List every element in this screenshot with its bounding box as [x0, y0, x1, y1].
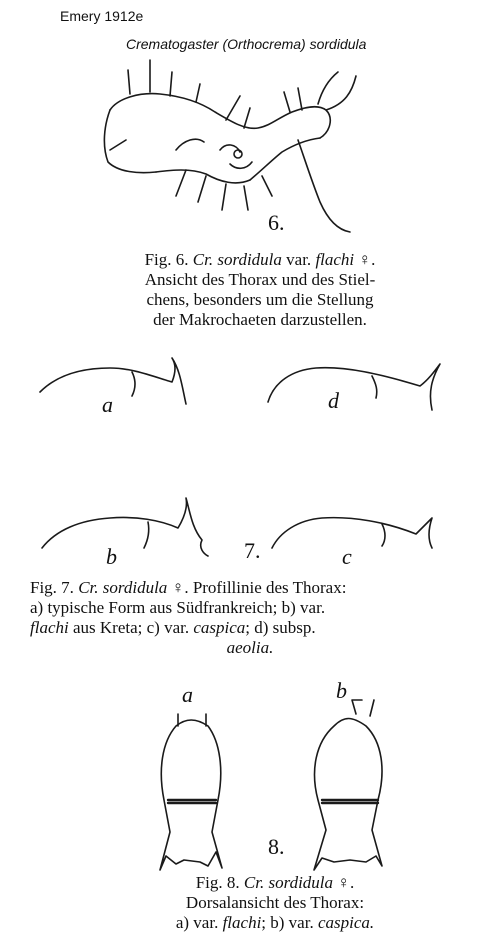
caption-6-line-3: der Makrochaeten darzustellen.: [153, 310, 367, 329]
figure-7-label-d: d: [328, 388, 339, 413]
caption-6-species: Cr. sordidula: [192, 250, 282, 269]
figure-7-drawing: [40, 358, 440, 556]
figure-7-caption: [30, 578, 470, 658]
caption-7-lead: Fig. 7.: [30, 578, 74, 597]
dorsal-view-b: [314, 700, 382, 870]
source-citation: Emery 1912e: [60, 8, 144, 24]
caption-6-var: var.: [286, 250, 312, 269]
caption-8-species: Cr. sordidula: [243, 873, 334, 892]
caption-6-line-2: chens, besonders um die Stellung: [146, 290, 374, 309]
caption-7-a: a) typische Form aus Südfrankreich;: [30, 598, 278, 617]
figure-6-drawing: [104, 60, 356, 232]
profile-c: [272, 518, 432, 548]
caption-7-b-name: flachi: [30, 618, 69, 637]
figure-7-number: 7.: [244, 538, 261, 563]
profile-a: [40, 358, 186, 404]
caption-8-a: a) var.: [175, 913, 219, 932]
caption-8-b-name: caspica.: [317, 913, 375, 932]
figure-7-label-c: c: [342, 544, 352, 569]
profile-d: [268, 364, 440, 410]
caption-7-b-rest: aus Kreta;: [72, 618, 143, 637]
figure-8-caption: [130, 873, 420, 933]
caption-8-line-2: Dorsalansicht des Thorax:: [185, 893, 365, 912]
caption-7-rest-1: ♀. Profillinie des Thorax:: [171, 578, 347, 597]
caption-8-a-name: flachi: [222, 913, 262, 932]
figure-6-number: 6.: [268, 210, 285, 235]
profile-b: [42, 498, 208, 556]
figure-8-number: 8.: [268, 834, 285, 859]
caption-7-c: c) var.: [146, 618, 190, 637]
caption-7-b: b) var.: [281, 598, 326, 617]
figure-7-label-a: a: [102, 392, 113, 417]
caption-7-species: Cr. sordidula: [78, 578, 168, 597]
figure-8-label-b: b: [336, 678, 347, 703]
caption-6-line-1: Ansicht des Thorax und des Stiel-: [144, 270, 376, 289]
caption-6-lead: Fig. 6.: [144, 250, 189, 269]
dorsal-view-a: [160, 714, 222, 870]
figure-7-label-b: b: [106, 544, 117, 569]
taxon-title: Crematogaster (Orthocrema) sordidula: [126, 36, 367, 52]
caption-6-sex: ♀.: [358, 250, 376, 269]
caption-8-b: ; b) var.: [261, 913, 314, 932]
caption-7-d: ; d) subsp.: [245, 618, 316, 637]
caption-7-d-name: aeolia.: [226, 638, 274, 657]
figure-8-label-a: a: [182, 682, 193, 707]
caption-7-c-name: caspica: [193, 618, 246, 637]
caption-8-sex: ♀.: [337, 873, 355, 892]
caption-8-lead: Fig. 8.: [195, 873, 240, 892]
figure-6-caption: [60, 250, 460, 330]
caption-6-varname: flachi: [315, 250, 355, 269]
